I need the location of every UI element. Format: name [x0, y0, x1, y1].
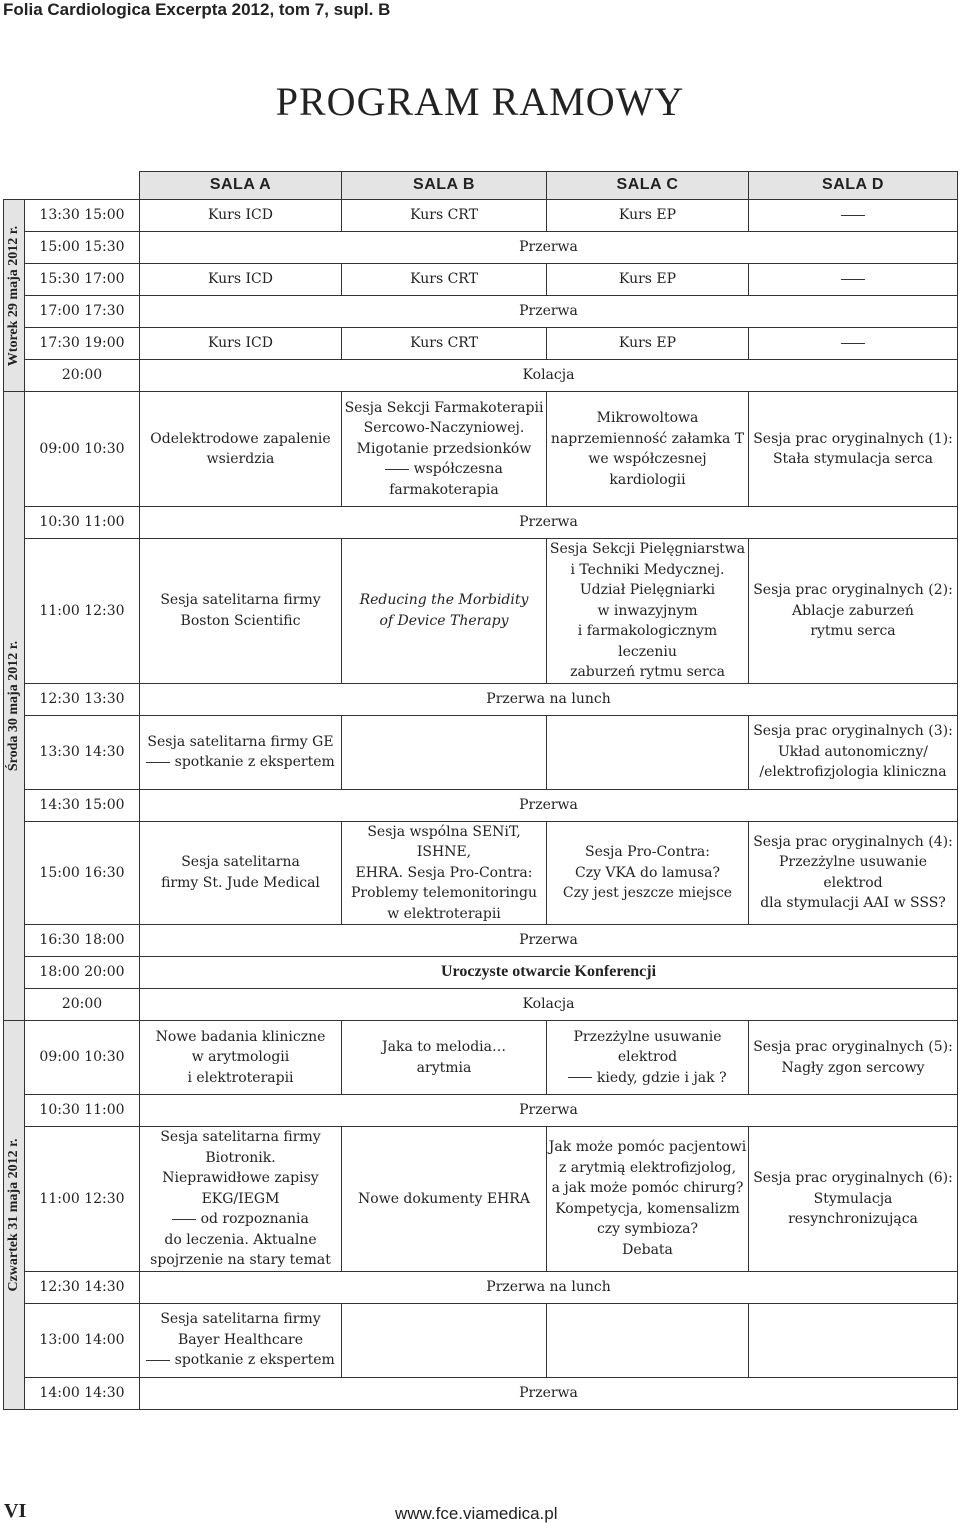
session-line: Nowe dokumenty EHRA [358, 1190, 530, 1207]
session-line: resynchronizująca [788, 1211, 918, 1227]
session-line: Sesja satelitarna firmy [160, 1129, 321, 1145]
session-line: Bayer Healthcare [177, 1331, 304, 1348]
session-line: Sesja prac oryginalnych (5): [753, 1039, 953, 1055]
table-row [4, 360, 958, 392]
program-table [3, 171, 958, 1410]
session-cell [749, 392, 958, 507]
session-cell [749, 821, 958, 925]
session-cell [140, 715, 342, 789]
time-cell: 14:30 15:00 [25, 789, 140, 821]
break-cell: Przerwa [140, 925, 958, 957]
table-row [4, 1377, 958, 1409]
table-row [4, 1127, 958, 1272]
dash-mark [172, 1219, 196, 1220]
session-line: Udział Pielęgniarki [579, 582, 716, 598]
session-line: od rozpoznania [140, 1209, 341, 1230]
table-row [4, 715, 958, 789]
session-line: spojrzenie na stary temat [150, 1252, 331, 1268]
session-cell [547, 1127, 749, 1272]
session-line: Układ autonomiczny/ [777, 743, 929, 760]
session-line: Nagły zgon sercowy [781, 1059, 925, 1076]
header-empty [4, 172, 140, 200]
session-cell: Kurs EP [547, 264, 749, 296]
session-line: /elektrofizjologia kliniczna [759, 764, 947, 781]
time-cell: 09:00 10:30 [25, 1021, 140, 1095]
dash-mark [146, 762, 170, 763]
session-line: Sesja prac oryginalnych (3): [753, 723, 953, 740]
session-line: Problemy telemonitoringu [351, 885, 537, 901]
session-line: Sesja Sekcji Pielęgniarstwa [549, 541, 746, 557]
table-row [4, 925, 958, 957]
day-label-tuesday: Wtorek 29 maja 2012 r. [4, 200, 25, 392]
session-line: naprzemienność załamka T [550, 430, 745, 447]
session-cell [749, 715, 958, 789]
opening-cell: Uroczyste otwarcie Konferencji [140, 957, 958, 989]
session-cell: Kurs CRT [342, 264, 547, 296]
dash-cell [749, 264, 958, 296]
session-cell: Kurs EP [547, 200, 749, 232]
empty-cell [342, 1303, 547, 1377]
dash-cell [749, 200, 958, 232]
table-row [4, 232, 958, 264]
break-cell: Przerwa [140, 232, 958, 264]
dash-mark [146, 1360, 170, 1361]
session-cell [342, 1021, 547, 1095]
time-cell: 15:30 17:00 [25, 264, 140, 296]
break-cell: Przerwa [140, 1377, 958, 1409]
day-label-thursday: Czwartek 31 maja 2012 r. [4, 1021, 25, 1410]
dash-mark [841, 279, 865, 280]
table-row [4, 1095, 958, 1127]
session-cell [547, 539, 749, 684]
session-line: kiedy, gdzie i jak ? [547, 1068, 748, 1089]
session-line: Biotronik. [205, 1149, 276, 1166]
table-row [4, 821, 958, 925]
session-cell: Kurs ICD [140, 200, 342, 232]
session-line: zaburzeń rytmu serca [570, 664, 725, 680]
session-line: EHRA. Sesja Pro-Contra: [355, 864, 533, 881]
session-line: Stała stymulacja serca [772, 451, 934, 467]
session-line: do leczenia. Aktualne [164, 1231, 317, 1248]
session-line: Przezżylne usuwanie [573, 1028, 722, 1045]
session-line: w elektroterapii [387, 905, 501, 922]
empty-cell [547, 1303, 749, 1377]
session-line: Reducing the Morbidity [359, 592, 529, 609]
time-cell: 13:00 14:00 [25, 1303, 140, 1377]
session-line: Sesja satelitarna firmy [160, 1311, 321, 1328]
session-cell [547, 392, 749, 507]
time-cell: 13:30 15:00 [25, 200, 140, 232]
journal-header: Folia Cardiologica Excerpta 2012, tom 7, supl. B [3, 0, 391, 19]
time-cell: 15:00 16:30 [25, 821, 140, 925]
room-a: SALA A [140, 172, 342, 200]
time-cell: 13:30 14:30 [25, 715, 140, 789]
session-line: Nieprawidłowe zapisy EKG/IEGM [162, 1170, 319, 1207]
time-cell: 11:00 12:30 [25, 1127, 140, 1272]
session-line: Boston Scientific [180, 612, 301, 629]
header-row [4, 172, 958, 200]
session-line: Sercowo-Naczyniowej. [363, 420, 525, 437]
session-cell: Kurs ICD [140, 328, 342, 360]
dash-mark [568, 1077, 592, 1078]
session-line: farmakoterapia [389, 481, 499, 498]
break-cell: Przerwa na lunch [140, 1271, 958, 1303]
session-line: Debata [622, 1241, 673, 1258]
table-row [4, 507, 958, 539]
session-line: współczesna [342, 459, 546, 480]
session-line: elektrod [823, 874, 883, 891]
table-row [4, 789, 958, 821]
session-cell [140, 392, 342, 507]
break-cell: Przerwa [140, 507, 958, 539]
session-cell [547, 821, 749, 925]
session-line: Ablacje zaburzeń [792, 602, 914, 619]
room-c: SALA C [547, 172, 749, 200]
session-cell: Kurs CRT [342, 200, 547, 232]
session-line: Odelektrodowe zapalenie [150, 430, 331, 447]
room-d: SALA D [749, 172, 958, 200]
time-cell: 12:30 14:30 [25, 1271, 140, 1303]
session-line: Przezżylne usuwanie [779, 854, 927, 871]
session-cell: Kurs EP [547, 328, 749, 360]
time-cell: 14:00 14:30 [25, 1377, 140, 1409]
table-row [4, 539, 958, 684]
break-cell: Przerwa [140, 1095, 958, 1127]
session-line: Migotanie przedsionków [356, 440, 532, 457]
break-cell: Przerwa [140, 296, 958, 328]
session-cell: Kurs CRT [342, 328, 547, 360]
time-cell: 10:30 11:00 [25, 1095, 140, 1127]
session-line: Sesja satelitarna firmy GE [147, 733, 334, 750]
time-cell: 18:00 20:00 [25, 957, 140, 989]
dash-mark [841, 343, 865, 344]
break-cell: Kolacja [140, 989, 958, 1021]
session-line: elektrod [617, 1049, 678, 1066]
session-line: of Device Therapy [379, 612, 509, 629]
session-cell [140, 1127, 342, 1272]
dash-mark [841, 215, 865, 216]
time-cell: 15:00 15:30 [25, 232, 140, 264]
table-row [4, 328, 958, 360]
session-line: arytmia [416, 1059, 472, 1076]
session-line: czy symbioza? [596, 1221, 699, 1238]
session-line: kardiologii [609, 471, 686, 488]
page-number: VI [4, 1500, 27, 1522]
time-cell: 09:00 10:30 [25, 392, 140, 507]
table-row [4, 957, 958, 989]
session-cell [342, 539, 547, 684]
table-row [4, 1303, 958, 1377]
session-line: Czy jest jeszcze miejsce [562, 885, 733, 901]
session-cell [140, 1303, 342, 1377]
session-line: wsierdzia [206, 451, 275, 467]
session-line: dla stymulacji AAI w SSS? [760, 895, 946, 912]
empty-cell [342, 715, 547, 789]
footer-url-link[interactable]: www.fce.viamedica.pl [395, 1504, 558, 1523]
session-line: z arytmią elektrofizjolog, [558, 1159, 737, 1176]
session-cell [749, 1021, 958, 1095]
session-line: spotkanie z ekspertem [140, 1350, 341, 1371]
session-line: Sesja wspólna SENiT, ISHNE, [367, 823, 521, 860]
session-line: Sesja satelitarna firmy [160, 592, 321, 609]
session-line: Sesja prac oryginalnych (2): [753, 582, 953, 598]
session-cell [547, 1021, 749, 1095]
session-line: w inwazyjnym [597, 602, 698, 619]
session-line: i elektroterapii [187, 1069, 294, 1086]
session-line: Kompetycja, komensalizm [555, 1200, 740, 1217]
session-cell [140, 1021, 342, 1095]
table-row [4, 264, 958, 296]
session-line: Sesja prac oryginalnych (6): [753, 1170, 953, 1186]
table-row [4, 1021, 958, 1095]
dash-cell [749, 328, 958, 360]
dash-mark [385, 469, 409, 470]
time-cell: 16:30 18:00 [25, 925, 140, 957]
table-row [4, 683, 958, 715]
session-cell [140, 821, 342, 925]
session-cell [749, 539, 958, 684]
session-line: i Techniki Medycznej. [570, 561, 725, 578]
session-line: rytmu serca [810, 623, 896, 639]
room-b: SALA B [342, 172, 547, 200]
table-row [4, 1271, 958, 1303]
session-cell: Kurs ICD [140, 264, 342, 296]
table-row [4, 296, 958, 328]
session-line: we współczesnej [588, 451, 707, 467]
session-cell [342, 821, 547, 925]
session-line: a jak może pomóc chirurg? [551, 1180, 744, 1197]
session-cell [140, 539, 342, 684]
session-line: spotkanie z ekspertem [140, 752, 341, 773]
session-line: Sesja prac oryginalnych (4): [753, 833, 953, 850]
time-cell: 20:00 [25, 360, 140, 392]
table-row [4, 200, 958, 232]
session-line: Mikrowoltowa [596, 410, 699, 426]
break-cell: Kolacja [140, 360, 958, 392]
session-line: i farmakologicznym leczeniu [577, 623, 718, 660]
session-line: Sesja prac oryginalnych (1): [753, 430, 953, 447]
time-cell: 20:00 [25, 989, 140, 1021]
page-title: PROGRAM RAMOWY [275, 79, 685, 124]
time-cell: 11:00 12:30 [25, 539, 140, 684]
session-line: Nowe badania kliniczne [155, 1028, 326, 1045]
session-line: Sesja satelitarna [181, 854, 300, 871]
time-cell: 17:00 17:30 [25, 296, 140, 328]
session-line: firmy St. Jude Medical [161, 874, 320, 891]
time-cell: 12:30 13:30 [25, 683, 140, 715]
break-cell: Przerwa na lunch [140, 683, 958, 715]
session-line: w arytmologii [191, 1049, 290, 1066]
table-row [4, 392, 958, 507]
empty-cell [749, 1303, 958, 1377]
session-line: Sesja Sekcji Farmakoterapii [344, 399, 544, 416]
session-line: Jak może pomóc pacjentowi [548, 1139, 747, 1156]
day-label-wednesday: Środa 30 maja 2012 r. [4, 392, 25, 1021]
session-line: Sesja Pro-Contra: [584, 844, 710, 860]
table-row [4, 989, 958, 1021]
session-cell [342, 1127, 547, 1272]
session-cell [749, 1127, 958, 1272]
session-line: Stymulacja [813, 1190, 893, 1207]
time-cell: 10:30 11:00 [25, 507, 140, 539]
break-cell: Przerwa [140, 789, 958, 821]
time-cell: 17:30 19:00 [25, 328, 140, 360]
session-cell [342, 392, 547, 507]
session-line: Jaka to melodia… [382, 1039, 506, 1055]
empty-cell [547, 715, 749, 789]
session-line: Czy VKA do lamusa? [574, 864, 720, 881]
